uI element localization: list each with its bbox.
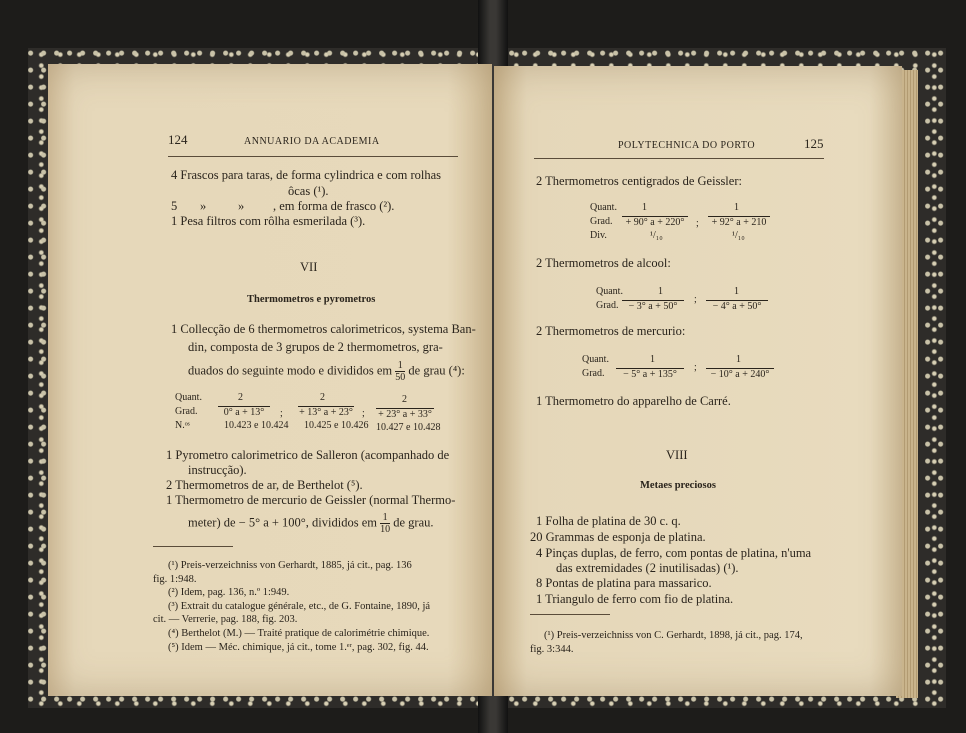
section-number: VIII [666, 448, 688, 462]
table-label-no: N.ᵒˢ [175, 420, 190, 431]
table-label-quant: Quant. [590, 202, 617, 213]
footnote: (²) Idem, pag. 136, n.º 1:949. [168, 587, 290, 598]
text-line: 4 Frascos para taras, de forma cylindrica e com rolhas [171, 168, 442, 182]
text-line: din, composta de 3 grupos de 2 thermometros, gra- [188, 340, 443, 354]
table-cell: 0° a + 13° [218, 406, 270, 418]
ditto-mark: » [200, 199, 207, 213]
table-cell: 10.427 e 10.428 [376, 422, 441, 433]
fraction [395, 360, 405, 383]
header-rule [168, 156, 458, 157]
text-line: 2 Thermometros centigrados de Geissler: [536, 174, 742, 188]
fraction-denominator: 50 [395, 372, 406, 383]
table-label-quant: Quant. [582, 354, 609, 365]
footnote: (⁵) Idem — Méc. chimique, já cit., tome 1.ᵉʳ, pag. 302, fig. 44. [168, 642, 429, 653]
table-cell: − 5° a + 135° [616, 368, 684, 380]
list-item: 4 Pinças duplas, de ferro, com pontas de platina, n'uma [536, 546, 812, 560]
section-title: Metaes preciosos [640, 480, 716, 491]
table-cell: 1 [734, 286, 739, 297]
page-number: 125 [804, 136, 824, 151]
text-line: 1 Collecção de 6 thermometros calorimetricos, systema Ban- [171, 322, 476, 336]
footnote: fig. 3:344. [530, 644, 574, 655]
footnote: cit. — Verrerie, pag. 188, fig. 203. [153, 614, 298, 625]
fraction-numerator: 1 [395, 360, 405, 372]
table-cell: ¹/₁₀ [650, 230, 663, 241]
left-page [48, 64, 492, 696]
right-page [494, 66, 902, 696]
table-label-grad: Grad. [590, 216, 613, 227]
header-rule [534, 158, 824, 159]
table-label-grad: Grad. [175, 406, 198, 417]
text-line: 2 Thermometros de mercurio: [536, 324, 686, 338]
table-cell: ¹/₁₀ [732, 230, 745, 241]
table-cell: + 92° a + 210 [708, 216, 770, 228]
running-header: POLYTECHNICA DO PORTO [618, 140, 756, 151]
text-line: , em forma de frasco (²). [273, 199, 395, 213]
table-label-div: Div. [590, 230, 607, 241]
table-cell: 10.425 e 10.426 [304, 420, 369, 431]
text-line: 2 Thermometros de ar, de Berthelot (⁵). [166, 478, 363, 492]
text-fragment: de grau. [393, 515, 434, 530]
text-line: 1 Pyrometro calorimetrico de Salleron (acompanhado de [166, 448, 450, 462]
text-line [188, 360, 465, 383]
list-item: 1 Triangulo de ferro com fio de platina. [536, 592, 734, 606]
footnote-rule [530, 614, 610, 615]
table-separator: ; [362, 408, 365, 419]
fraction [380, 512, 390, 535]
table-separator: ; [280, 408, 283, 419]
table-cell: 1 [650, 354, 655, 365]
text-line: ôcas (¹). [288, 184, 329, 198]
footnote: (³) Extrait du catalogue générale, etc., de G. Fontaine, 1890, já [168, 601, 431, 612]
table-cell: 2 [238, 392, 243, 403]
table-cell: + 23° a + 33° [376, 408, 434, 420]
text-line: 1 Thermometro de mercurio de Geissler (normal Thermo- [166, 493, 456, 507]
fraction-denominator: 10 [380, 524, 391, 535]
table-cell: 1 [734, 202, 739, 213]
footnote-rule [153, 546, 233, 547]
table-cell: 10.423 e 10.424 [224, 420, 289, 431]
list-item: 20 Grammas de esponja de platina. [530, 530, 706, 544]
footnote: (¹) Preis-verzeichniss von Gerhardt, 1885, já cit., pag. 136 [168, 560, 412, 571]
text-line: 1 Pesa filtros com rôlha esmerilada (³). [171, 214, 366, 228]
table-cell: − 4° a + 50° [706, 300, 768, 312]
section-number: VII [300, 260, 318, 274]
text-fragment: de grau (⁴): [408, 363, 465, 378]
text-line: instrucção). [188, 463, 247, 477]
list-item: 1 Folha de platina de 30 c. q. [536, 514, 681, 528]
table-cell: + 90° a + 220° [622, 216, 688, 228]
section-title: Thermometros e pyrometros [247, 294, 376, 305]
text-fragment: duados do seguinte modo e divididos em [188, 363, 393, 378]
ditto-mark: » [238, 199, 245, 213]
text-line [188, 512, 434, 535]
table-label-quant: Quant. [596, 286, 623, 297]
running-header: ANNUARIO DA ACADEMIA [244, 136, 380, 147]
table-cell: − 3° a + 50° [622, 300, 684, 312]
page-number: 124 [168, 132, 188, 147]
text-line: 1 Thermometro do apparelho de Carré. [536, 394, 731, 408]
table-cell: 2 [402, 394, 407, 405]
table-label-grad: Grad. [596, 300, 619, 311]
table-cell: + 13° a + 23° [299, 407, 353, 418]
text-line: 5 [171, 199, 178, 213]
text-line: 2 Thermometros de alcool: [536, 256, 671, 270]
table-label-quant: Quant. [175, 392, 202, 403]
table-cell: 2 [320, 392, 325, 403]
table-cell: 1 [736, 354, 741, 365]
table-separator: ; [694, 362, 697, 373]
table-cell: − 10° a + 240° [706, 368, 774, 380]
footnote: (⁴) Berthelot (M.) — Traité pratique de calorimétrie chimique. [168, 628, 430, 639]
table-cell: 1 [642, 202, 647, 213]
text-fragment: meter) de − 5° a + 100°, divididos em [188, 515, 377, 530]
table-separator: ; [696, 218, 699, 229]
footnote: fig. 1:948. [153, 574, 197, 585]
footnote: (¹) Preis-verzeichniss von C. Gerhardt, 1898, já cit., pag. 174, [544, 630, 803, 641]
table-label-grad: Grad. [582, 368, 605, 379]
list-item-continuation: das extremidades (2 inutilisadas) (¹). [556, 561, 739, 575]
list-item: 8 Pontas de platina para massarico. [536, 576, 712, 590]
table-separator: ; [694, 294, 697, 305]
fraction-numerator: 1 [380, 512, 390, 524]
table-cell: 1 [658, 286, 663, 297]
